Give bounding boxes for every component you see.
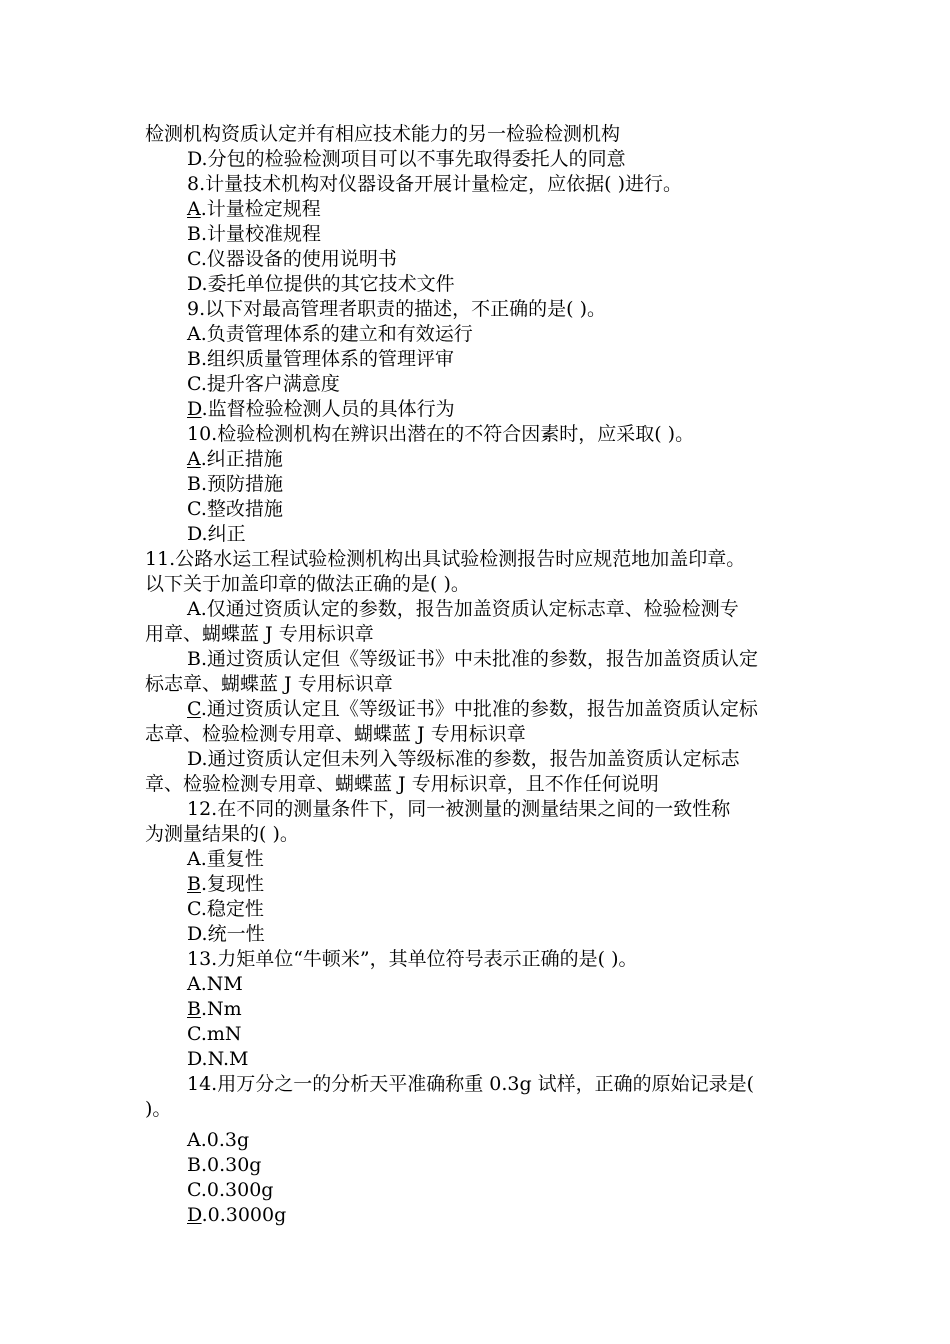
answer-mark: D bbox=[187, 1204, 202, 1226]
option-d: D.监督检验检测人员的具体行为 bbox=[187, 398, 455, 420]
option-d-cont: 章、检验检测专用章、蝴蝶蓝 J 专用标识章，且不作任何说明 bbox=[145, 773, 659, 795]
answer-mark: A bbox=[187, 448, 201, 470]
option-a: A.重复性 bbox=[187, 848, 264, 870]
option-d: D.委托单位提供的其它技术文件 bbox=[187, 273, 455, 295]
option-b: B.0.30g bbox=[187, 1154, 262, 1176]
option-b: B.预防措施 bbox=[187, 473, 284, 495]
option-b: B.通过资质认定但《等级证书》中未批准的参数，报告加盖资质认定 bbox=[187, 648, 759, 670]
question-12-cont: 为测量结果的( )。 bbox=[145, 823, 299, 845]
question-8: 8.计量技术机构对仪器设备开展计量检定，应依据( )进行。 bbox=[187, 173, 682, 195]
question-13: 13.力矩单位“牛顿米”，其单位符号表示正确的是( )。 bbox=[187, 948, 638, 970]
option-a: A.仅通过资质认定的参数，报告加盖资质认定标志章、检验检测专 bbox=[187, 598, 739, 620]
question-10: 10.检验检测机构在辨识出潜在的不符合因素时，应采取( )。 bbox=[187, 423, 695, 445]
option-c: C.稳定性 bbox=[187, 898, 264, 920]
question-11: 11.公路水运工程试验检测机构出具试验检测报告时应规范地加盖印章。 bbox=[145, 548, 746, 570]
option-c: C.通过资质认定且《等级证书》中批准的参数，报告加盖资质认定标 bbox=[187, 698, 758, 720]
option-b: B.计量校准规程 bbox=[187, 223, 322, 245]
option-a: A.纠正措施 bbox=[187, 448, 283, 470]
question-14: 14.用万分之一的分析天平准确称重 0.3g 试样，正确的原始记录是( bbox=[187, 1073, 755, 1095]
option-a: A.计量检定规程 bbox=[187, 198, 321, 220]
option-c: C.仪器设备的使用说明书 bbox=[187, 248, 397, 270]
option-a-cont: 用章、蝴蝶蓝 J 专用标识章 bbox=[145, 623, 374, 645]
option-a: A.NM bbox=[187, 973, 243, 995]
option-b: B.复现性 bbox=[187, 873, 265, 895]
option-c-cont: 志章、检验检测专用章、蝴蝶蓝 J 专用标识章 bbox=[145, 723, 526, 745]
option-b-cont: 标志章、蝴蝶蓝 J 专用标识章 bbox=[145, 673, 393, 695]
answer-mark: B bbox=[187, 873, 201, 895]
answer-mark: D bbox=[187, 398, 202, 420]
question-11-cont: 以下关于加盖印章的做法正确的是( )。 bbox=[145, 573, 470, 595]
option-b: B.Nm bbox=[187, 998, 242, 1020]
option-b: B.组织质量管理体系的管理评审 bbox=[187, 348, 455, 370]
option-c: C.0.300g bbox=[187, 1179, 274, 1201]
option-a: A.负责管理体系的建立和有效运行 bbox=[187, 323, 473, 345]
option-d: D.通过资质认定但未列入等级标准的参数，报告加盖资质认定标志 bbox=[187, 748, 740, 770]
option-d: D.0.3000g bbox=[187, 1204, 287, 1226]
question-12: 12.在不同的测量条件下，同一被测量的测量结果之间的一致性称 bbox=[187, 798, 731, 820]
option-c: C.提升客户满意度 bbox=[187, 373, 340, 395]
option-c: C.整改措施 bbox=[187, 498, 283, 520]
option-a: A.0.3g bbox=[187, 1129, 250, 1151]
option-c: C.mN bbox=[187, 1023, 242, 1045]
option-d: D.分包的检验检测项目可以不事先取得委托人的同意 bbox=[187, 148, 626, 170]
document-body bbox=[145, 122, 810, 1228]
option-d: D.N.M bbox=[187, 1048, 249, 1070]
question-14-cont: )。 bbox=[145, 1098, 172, 1120]
answer-mark: A bbox=[187, 198, 201, 220]
text-line: 检测机构资质认定并有相应技术能力的另一检验检测机构 bbox=[145, 123, 621, 145]
question-9: 9.以下对最高管理者职责的描述，不正确的是( )。 bbox=[187, 298, 606, 320]
answer-mark: B bbox=[187, 998, 201, 1020]
option-d: D.统一性 bbox=[187, 923, 265, 945]
answer-mark: C bbox=[187, 698, 201, 720]
option-d: D.纠正 bbox=[187, 523, 246, 545]
